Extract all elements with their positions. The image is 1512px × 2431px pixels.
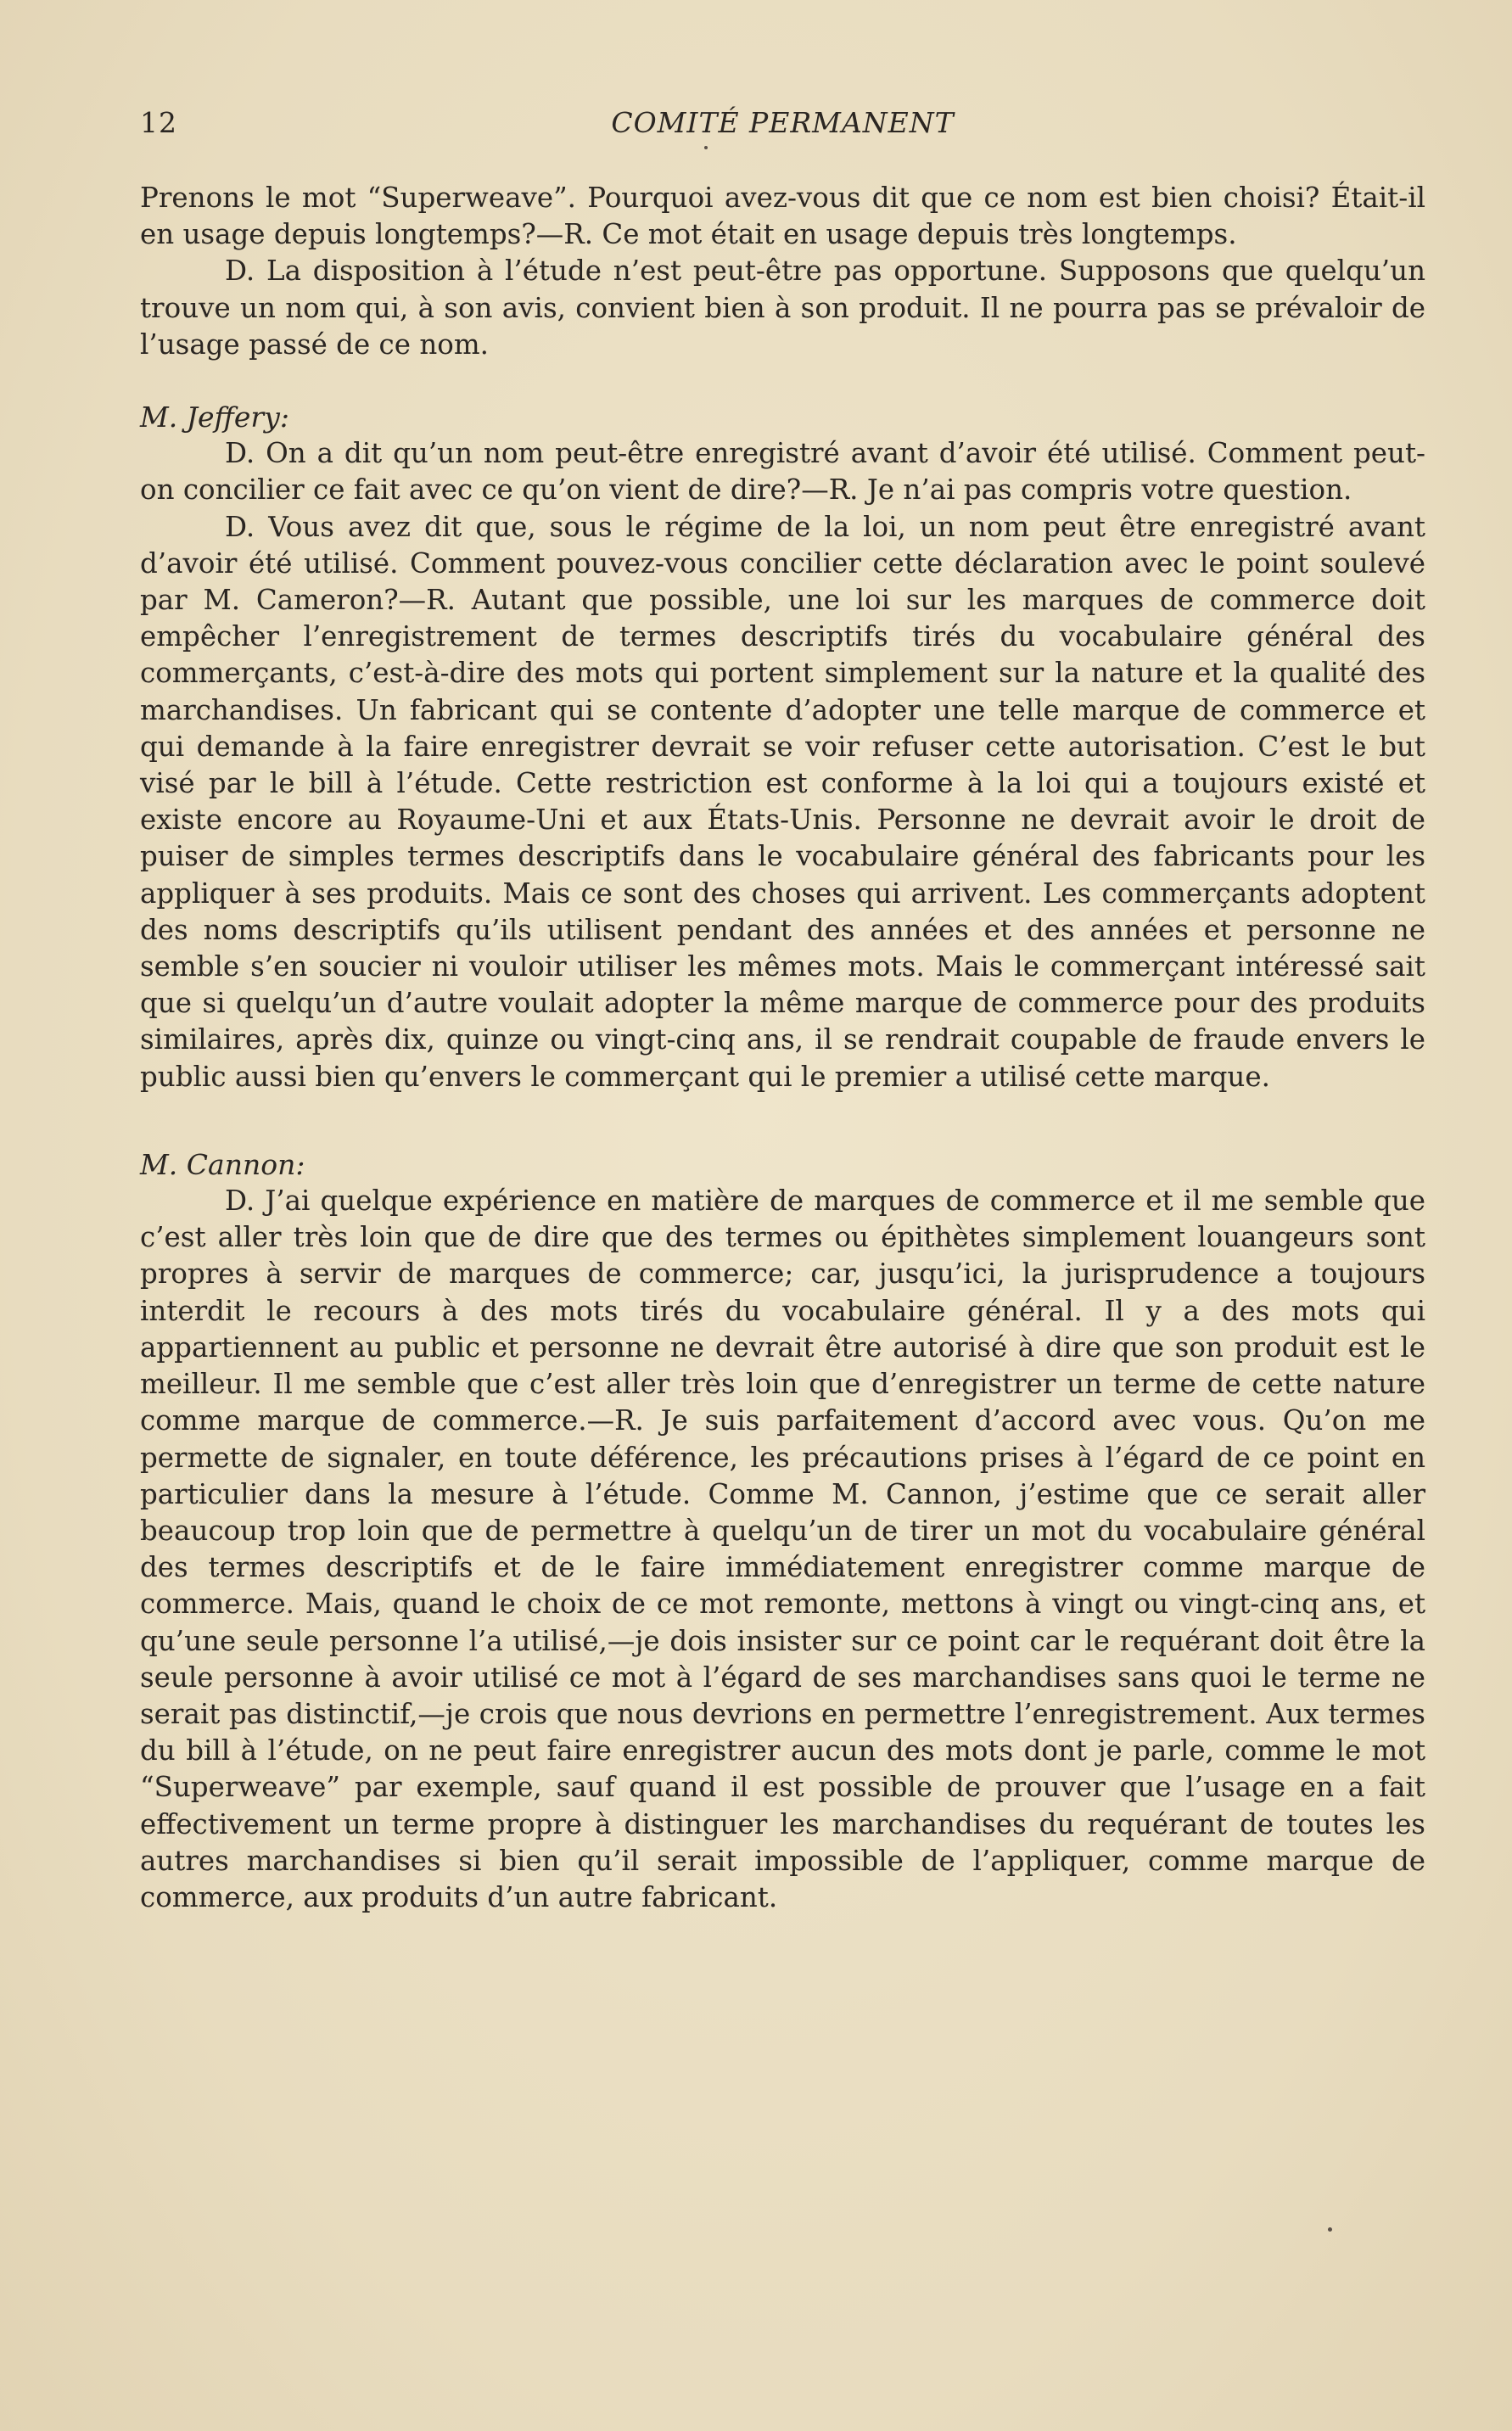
paragraph-2: D. La disposition à l’étude n’est peut-être pas opportune. Supposons que quelqu’un trouve un nom qui, à son avis, convient bien à son produit. Il ne pourra pas se prévaloir de l’usage passé de ce nom.: [140, 255, 1425, 361]
page-header: [140, 106, 1425, 148]
body-text: [140, 180, 1425, 1916]
speaker-heading-jeffery: M. Jeffery:: [140, 400, 289, 434]
paragraph-5: D. J’ai quelque expérience en matière de marques de commerce et il me semble que c’est aller très loin que de dire que des termes ou épithètes simplement louangeurs sont propres à servir de marques de commerce; car, jusqu’ici, la jurisprudence a toujours interdit le recours à des mots tirés du vocabulaire général. Il y a des mots qui appartiennent au public et personne ne devrait être autorisé à dire que son produit est le meilleur. Il me semble que c’est aller très loin que d’enregistrer un terme de cette nature comme marque de commerce.—R. Je suis parfaitement d’accord avec vous. Qu’on me permette de signaler, en toute déférence, les précautions prises à l’égard de ce point en particulier dans la mesure à l’étude. Comme M. Cannon, j’estime que ce serait aller beaucoup trop loin que de permettre à quelqu’un de tirer un mot du vocabulaire général des termes descriptifs et de le faire immédiatement enregistrer comme marque de commerce. Mais, quand le choix de ce mot remonte, mettons à vingt ou vingt-cinq ans, et qu’une seule personne l’a utilisé,—je dois insister sur ce point car le requérant doit être la seule personne à avoir utilisé ce mot à l’égard de ses marchandises sans quoi le terme ne serait pas distinctif,—je crois que nous devrions en permettre l’enregistrement. Aux termes du bill à l’étude, on ne peut faire enregistrer aucun des mots dont je parle, comme le mot “Superweave” par exemple, sauf quand il est possible de prouver que l’usage en a fait effectivement un terme propre à distinguer les marchandises du requérant de toutes les autres marchandises si bien qu’il serait impossible de l’appliquer, comme marque de commerce, aux produits d’un autre fabricant.: [140, 1185, 1425, 1913]
running-head: COMITÉ PERMANENT: [611, 106, 955, 139]
page-number: 12: [140, 106, 177, 139]
ink-speck: [1328, 2227, 1332, 2232]
paragraph-4: D. Vous avez dit que, sous le régime de la loi, un nom peut être enregistré avant d’avoir été utilisé. Comment pouvez-vous concilier cette déclaration avec le point soulevé par M. Cameron?—R. Autant que possible, une loi sur les marques de commerce doit empêcher l’enregistrement de termes descriptifs tirés du vocabulaire général des commerçants, c’est-à-dire des mots qui portent simplement sur la nature et la qualité des marchandises. Un fabricant qui se contente d’adopter une telle marque de commerce et qui demande à la faire enregistrer devrait se voir refuser cette autorisation. C’est le but visé par le bill à l’étude. Cette restriction est conforme à la loi qui a toujours existé et existe encore au Royaume-Uni et aux États-Unis. Personne ne devrait avoir le droit de puiser de simples termes descriptifs dans le vocabulaire général des fabricants pour les appliquer à ses produits. Mais ce sont des choses qui arrivent. Les commerçants adoptent des noms descriptifs qu’ils utilisent pendant des années et des années et personne ne semble s’en soucier ni vouloir utiliser les mêmes mots. Mais le commerçant intéressé sait que si quelqu’un d’autre voulait adopter la même marque de commerce pour des produits similaires, après dix, quinze ou vingt-cinq ans, il se rendrait coupable de fraude envers le public aussi bien qu’envers le commerçant qui le premier a utilisé cette marque.: [140, 510, 1425, 1093]
ink-speck: [704, 146, 708, 149]
paragraph-3: D. On a dit qu’un nom peut-être enregistré avant d’avoir été utilisé. Comment peut-on concilier ce fait avec ce qu’on vient de dire?—R. Je n’ai pas compris votre question.: [140, 437, 1425, 507]
speaker-heading-cannon: M. Cannon:: [140, 1147, 305, 1181]
paragraph-1: Prenons le mot “Superweave”. Pourquoi avez-vous dit que ce nom est bien choisi? Était-il en usage depuis longtemps?—R. Ce mot était en usage depuis très longtemps.: [140, 182, 1425, 251]
